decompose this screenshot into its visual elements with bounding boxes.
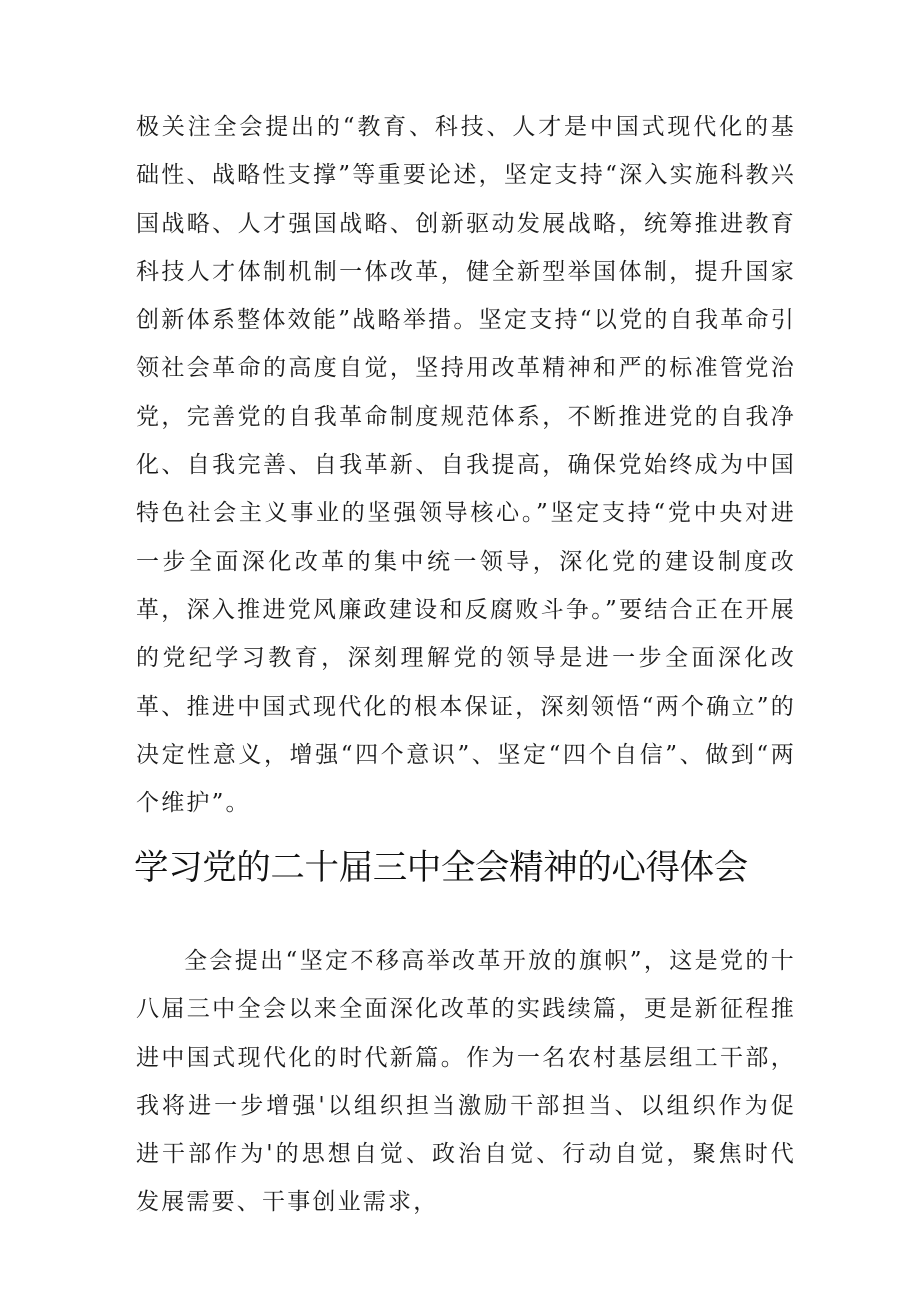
- body-paragraph-continued: 极关注全会提出的“教育、科技、人才是中国式现代化的基础性、战略性支撑”等重要论述，坚定支持“深入实施科教兴国战略、人才强国战略、创新驱动发展战略，统筹推进教育科技人才体制机制一体改革，健全新型举国体制，提升国家创新体系整体效能”战略举措。坚定支持“以党的自我革命引领社会革命的高度自觉，坚持用改革精神和严的标准管党治党，完善党的自我革命制度规范体系，不断推进党的自我净化、自我完善、自我革新、自我提高，确保党始终成为中国特色社会主义事业的坚强领导核心。”坚定支持“党中央对进一步全面深化改革的集中统一领导，深化党的建设制度改革，深入推进党风廉政建设和反腐败斗争。”要结合正在开展的党纪学习教育，深刻理解党的领导是进一步全面深化改革、推进中国式现代化的根本保证，深刻领悟“两个确立”的决定性意义，增强“四个意识”、坚定“四个自信”、做到“两个维护”。: [136, 114, 796, 817]
- section-title: 学习党的二十届三中全会精神的心得体会: [134, 848, 748, 888]
- body-paragraph-intro: 全会提出“坚定不移高举改革开放的旗帜”，这是党的十八届三中全会以来全面深化改革的实践续篇，更是新征程推进中国式现代化的时代新篇。作为一名农村基层组工干部，我将进一步增强'以组织担当激励干部担当、以组织作为促进干部作为'的思想自觉、政治自觉、行动自觉，聚焦时代发展需要、干事创业需求，: [136, 948, 796, 1216]
